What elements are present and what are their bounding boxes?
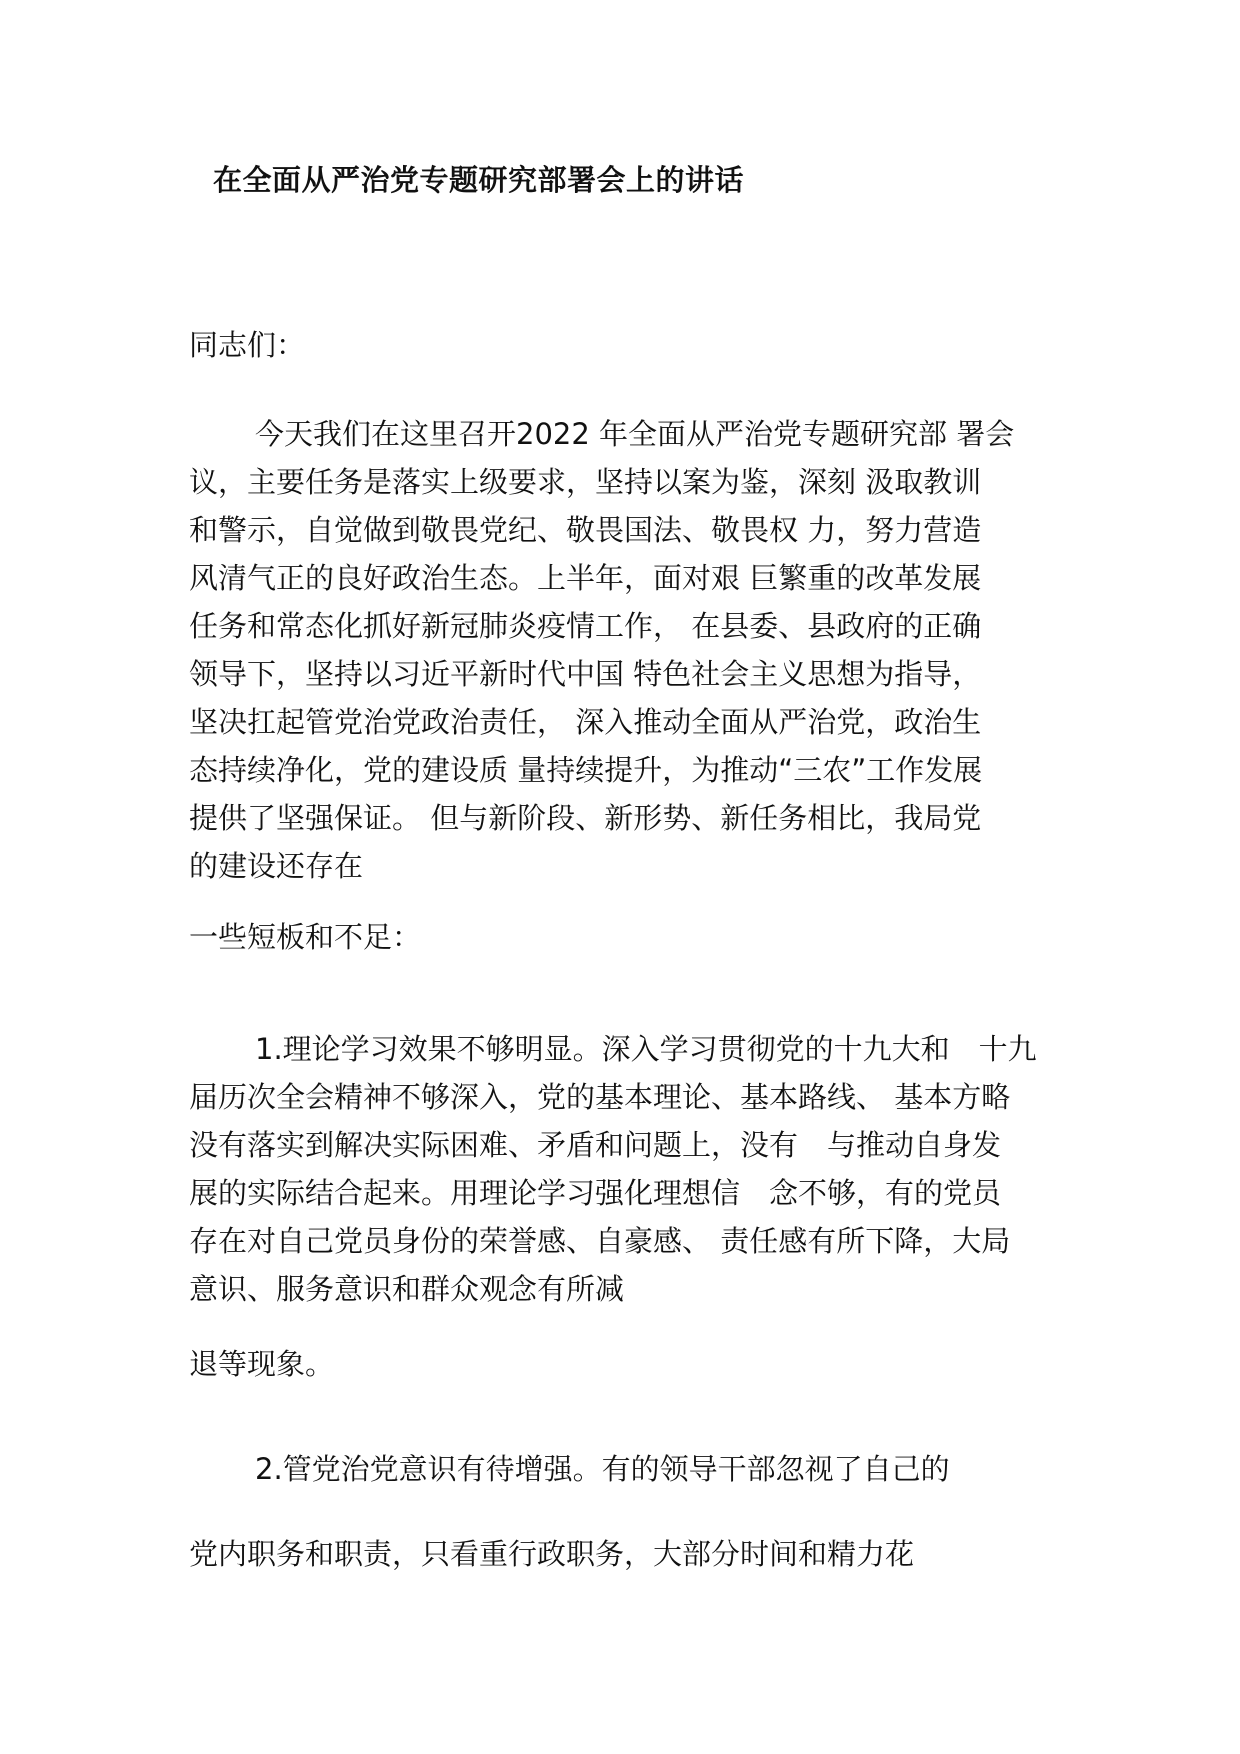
paragraph-line: 的建设还存在 — [189, 849, 364, 883]
paragraph-line: 没有落实到解决实际困难、矛盾和问题上，没有 与推动自身发 — [189, 1128, 1002, 1162]
paragraph-line: 今天我们在这里召开2022 年全面从严治党专题研究部 署会 — [255, 417, 1015, 451]
paragraph-line: 1.理论学习效果不够明显。深入学习贯彻党的十九大和 十九 — [255, 1032, 1037, 1066]
paragraph-1 — [189, 410, 1014, 890]
paragraph-line: 提供了坚强保证。 但与新阶段、新形势、新任务相比，我局党 — [189, 801, 982, 835]
paragraph-line: 坚决扛起管党治党政治责任， 深入推动全面从严治党，政治生 — [189, 705, 982, 739]
paragraph-line: 领导下，坚持以习近平新时代中国 特色社会主义思想为指导， — [189, 657, 982, 691]
paragraph-3-first-line: 2.管党治党意识有待增强。有的领导干部忽视了自己的 — [255, 1452, 950, 1486]
paragraph-line: 任务和常态化抓好新冠肺炎疫情工作， 在县委、县政府的正确 — [189, 609, 982, 643]
paragraph-line: 风清气正的良好政治生态。上半年，面对艰 巨繁重的改革发展 — [189, 561, 982, 595]
paragraph-line: 和警示，自觉做到敬畏党纪、敬畏国法、敬畏权 力，努力营造 — [189, 513, 982, 547]
paragraph-2-tail: 退等现象。 — [189, 1347, 335, 1381]
paragraph-line: 议，主要任务是落实上级要求，坚持以案为鉴，深刻 汲取教训 — [189, 465, 982, 499]
document-title: 在全面从严治党专题研究部署会上的讲话 — [213, 163, 745, 197]
paragraph-line: 展的实际结合起来。用理论学习强化理想信 念不够，有的党员 — [189, 1176, 1002, 1210]
paragraph-3-second-line: 党内职务和职责，只看重行政职务，大部分时间和精力花 — [189, 1537, 915, 1571]
paragraph-line: 态持续净化，党的建设质 量持续提升，为推动“三农”工作发展 — [189, 753, 983, 787]
paragraph-line: 存在对自己党员身份的荣誉感、自豪感、 责任感有所下降，大局 — [189, 1224, 1011, 1258]
paragraph-2 — [189, 1025, 1037, 1313]
salutation: 同志们： — [189, 328, 306, 362]
paragraph-line: 届历次全会精神不够深入，党的基本理论、基本路线、 基本方略 — [189, 1080, 1011, 1114]
paragraph-line: 意识、服务意识和群众观念有所减 — [189, 1272, 625, 1306]
paragraph-1-tail: 一些短板和不足： — [189, 920, 422, 954]
